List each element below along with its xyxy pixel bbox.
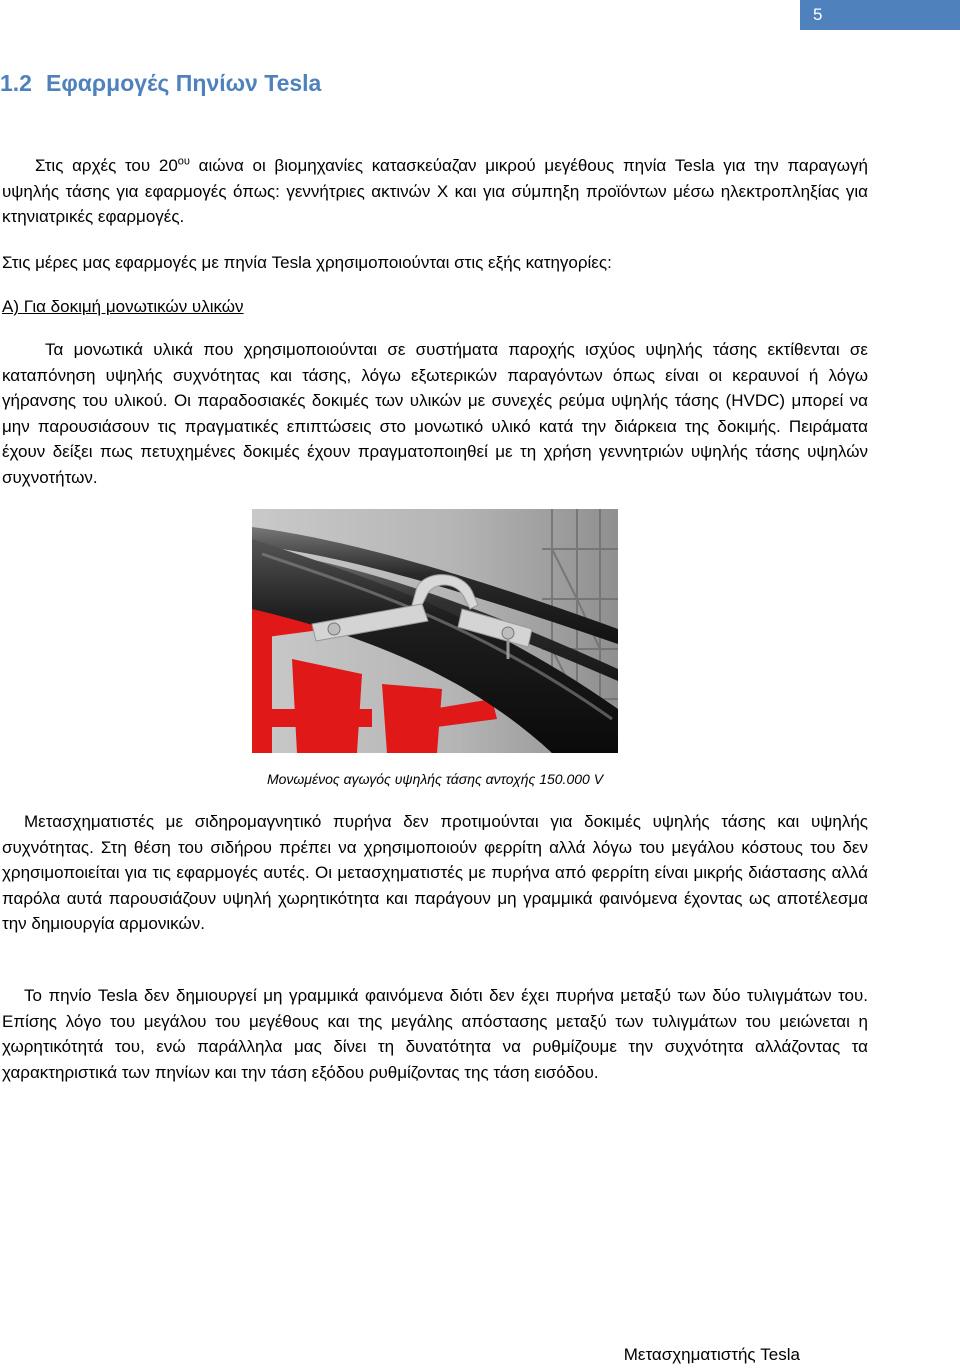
categories-intro: Στις μέρες μας εφαρμογές με πηνία Tesla χρησιμοποιούνται στις εξής κατηγορίες:: [2, 253, 612, 272]
section-number: 1.2: [0, 70, 32, 96]
intro-superscript: ου: [177, 155, 190, 168]
figure-caption: Μονωμένος αγωγός υψηλής τάσης αντοχής 150.000 V: [266, 771, 604, 787]
category-a-heading: Α) Για δοκιμή μονωτικών υλικών: [2, 297, 244, 316]
intro-text-rest: αιώνα οι βιομηχανίες κατασκεύαζαν μικρού μεγέθους πηνία Tesla για την παραγωγή υψηλής τάσης για εφαρμογές όπως: γεννήτριες ακτινών Χ και για σύμπηξη προϊόντων μέσω ηλεκτροπληξίας για κτηνιατρικές εφαρμογές.: [2, 156, 868, 226]
intro-paragraph: [2, 153, 868, 230]
insulation-paragraph: Τα μονωτικά υλικά που χρησιμοποιούνται σε συστήματα παροχής ισχύος υψηλής τάσης εκτίθενται σε καταπόνηση υψηλής συχνότητας και τάσης, λόγω εξωτερικών παραγόντων όπως είναι οι κεραυνοί ή λόγω γήρανσης του υλικού. Οι παραδοσιακές δοκιμές των υλικών με συνεχές ρεύμα υψηλής τάσης (HVDC) μπορεί να μην παρουσιάσουν τις πραγματικές επιπτώσεις στο μονωτικό υλικό κατά την διάρκεια της δοκιμής. Πειράματα έχουν δείξει πως πετυχημένες δοκιμές έχουν πραγματοποιηθεί με τη χρήση γεννητριών υψηλής τάσης υψηλών συχνοτήτων.: [2, 340, 868, 487]
intro-text-start: Στις αρχές του 20: [35, 156, 178, 175]
page-number: 5: [800, 0, 960, 30]
transformer-paragraph: Μετασχηματιστές με σιδηρομαγνητικό πυρήνα δεν προτιμούνται για δοκιμές υψηλής τάσης και υψηλής συχνότητας. Στη θέση του σιδήρου πρέπει να χρησιμοποιούν φερρίτη αλλά λόγω του μεγάλου κόστους του δεν χρησιμοποιείται για τις εφαρμογές αυτές. Οι μετασχηματιστές με πυρήνα από φερρίτη είναι μικρής διάστασης αλλά παρόλα αυτά παρουσιάζουν υψηλή χωρητικότητα και παράγουν μη γραμμικά φαινόμενα έχοντας ως αποτέλεσμα την δημιουργία αρμονικών.: [2, 812, 868, 933]
section-heading: [0, 70, 321, 97]
section-title: Εφαρμογές Πηνίων Tesla: [45, 70, 322, 96]
insulated-cable-photo: [252, 509, 618, 753]
tesla-paragraph: Το πηνίο Tesla δεν δημιουργεί μη γραμμικά φαινόμενα διότι δεν έχει πυρήνα μεταξύ των δύο τυλιγμάτων του. Επίσης λόγο του μεγάλου του μεγέθους και της μεγάλης απόστασης μεταξύ των τυλιγμάτων του μειώνεται η χωρητικότητά του, ενώ παράλληλα μας δίνει τη δυνατότητα να ρυθμίζουμε την συχνότητα αλλάζοντας τα χαρακτηριστικά των πηνίων και την τάση εξόδου ρυθμίζοντας της τάση εισόδου.: [2, 986, 868, 1082]
page-footer: Μετασχηματιστής Tesla: [623, 1345, 800, 1364]
